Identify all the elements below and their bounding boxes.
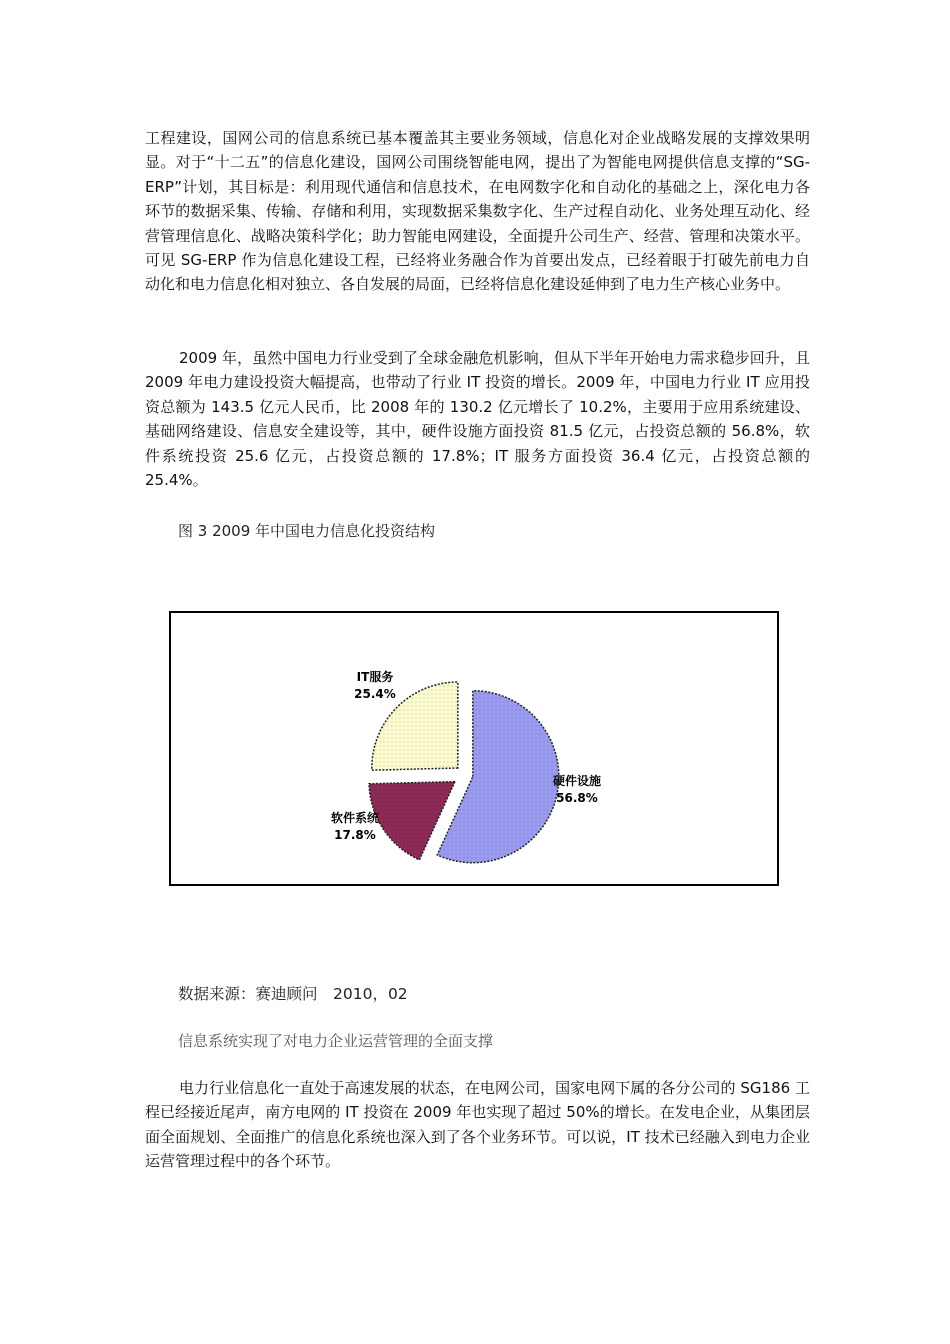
pie-value-label-1: 17.8% (334, 828, 376, 842)
paragraph-2009-investment: 2009 年，虽然中国电力行业受到了全球金融危机影响，但从下半年开始电力需求稳步回升，且 2009 年电力建设投资大幅提高，也带动了行业 IT 投资的增长。2009 年，中国电力行业 IT 应用投资总额为 143.5 亿元人民币，比 2008 年的 130.2 亿元增长了 10.2%，主要用于应用系统建设、基础网络建设、信息安全建设等，其中，硬件设施方面投资 81.5 亿元，占投资总额的 56.8%，软件系统投资 25.6 亿元，占投资总额的 17.8%；IT 服务方面投资 36.4 亿元，占投资总额的 25.4%。 (145, 349, 810, 490)
section-heading: 信息系统实现了对电力企业运营管理的全面支撑 (178, 1032, 494, 1050)
pie-chart-frame (169, 611, 779, 886)
pie-value-label-2: 25.4% (354, 687, 396, 701)
figure-caption: 图 3 2009 年中国电力信息化投资结构 (178, 522, 436, 540)
data-source: 数据来源：赛迪顾问 2010，02 (178, 985, 408, 1003)
investment-pie-chart (171, 613, 777, 884)
pie-label-2: IT服务 (356, 670, 394, 684)
pie-label-1: 软件系统 (330, 811, 380, 825)
pie-value-label-0: 56.8% (556, 791, 598, 805)
paragraph-sg-erp: 工程建设，国网公司的信息系统已基本覆盖其主要业务领域，信息化对企业战略发展的支撑效果明显。对于“十二五”的信息化建设，国网公司围绕智能电网，提出了为智能电网提供信息支撑的“SG-ERP”计划，其目标是：利用现代通信和信息技术，在电网数字化和自动化的基础之上，深化电力各环节的数据采集、传输、存储和利用，实现数据采集数字化、生产过程自动化、业务处理互动化、经营管理信息化、战略决策科学化；助力智能电网建设，全面提升公司生产、经营、管理和决策水平。可见 SG-ERP 作为信息化建设工程，已经将业务融合作为首要出发点，已经着眼于打破先前电力自动化和电力信息化相对独立、各自发展的局面，已经将信息化建设延伸到了电力生产核心业务中。 (145, 129, 810, 294)
paragraph-it-fusion: 电力行业信息化一直处于高速发展的状态，在电网公司，国家电网下属的各分公司的 SG186 工程已经接近尾声，南方电网的 IT 投资在 2009 年也实现了超过 50%的增长。在发电企业，从集团层面全面规划、全面推广的信息化系统也深入到了各个业务环节。可以说，IT 技术已经融入到电力企业运营管理过程中的各个环节。 (145, 1079, 810, 1171)
pie-label-0: 硬件设施 (552, 774, 602, 788)
